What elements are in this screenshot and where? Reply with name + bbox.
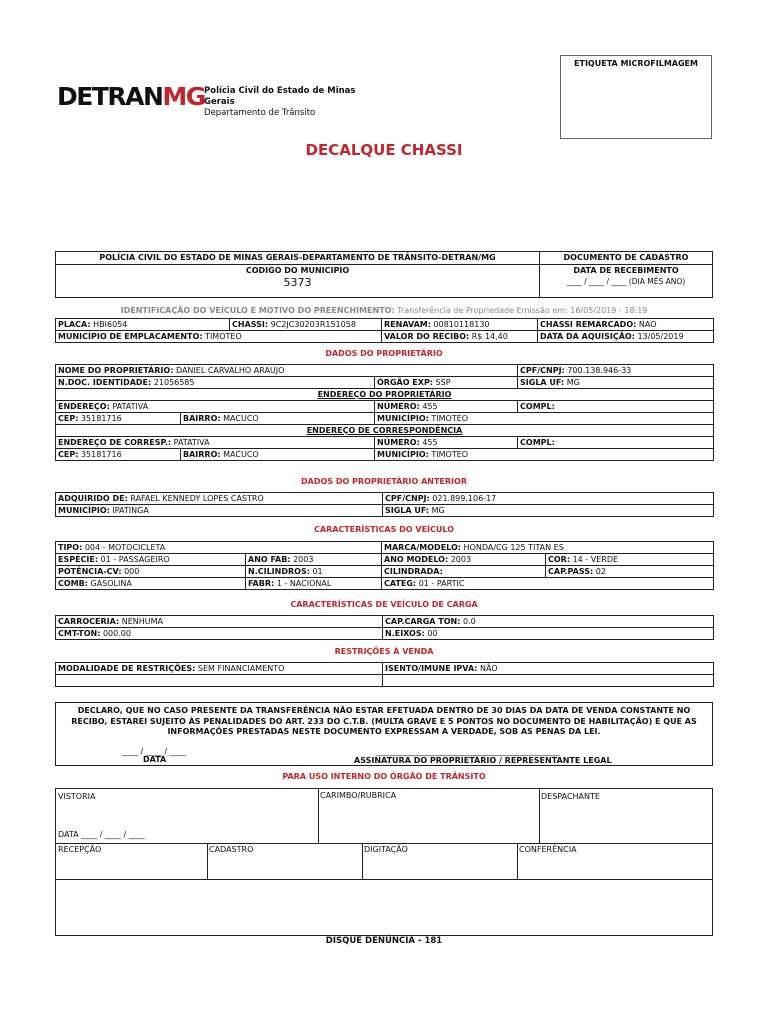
municipio-code-label: CODIGO DO MUNICIPIO [245, 266, 350, 275]
endereco-correspondencia-title: ENDEREÇO DE CORRESPONDÊNCIA [56, 425, 714, 437]
municipio-cell: MUNICÍPIO: TIMOTEO [375, 413, 714, 425]
marca-modelo-cell: MARCA/MODELO: HONDA/CG 125 TITAN ES [382, 542, 714, 554]
restrictions-table [55, 662, 714, 687]
vistoria-label: VISTORIA [58, 792, 96, 801]
vistoria-date-blank: DATA ____ / ____ / ____ [58, 830, 145, 839]
conferencia-label: CONFERÊNCIA [519, 845, 577, 854]
municipio-emplacamento-cell: MUNICÍPIO DE EMPLACAMENTO: TIMOTEO [56, 331, 382, 343]
data-recebimento-label: DATA DE RECEBIMENTO [573, 266, 679, 275]
cap-pass-cell: CAP.PASS: 02 [546, 566, 714, 578]
data-aquisicao-cell: DATA DA AQUISIÇÃO: 13/05/2019 [538, 331, 714, 343]
cadastro-label: CADASTRO [209, 845, 254, 854]
corr-bairro-cell: BAIRRO: MACUCO [181, 449, 375, 461]
previous-owner-table [55, 492, 714, 517]
fabr-cell: FABR: 1 - NACIONAL [246, 578, 382, 590]
chassi-cell: CHASSI: 9C2JC30203R151058 [230, 319, 382, 331]
anterior-cpf-cell: CPF/CNPJ: 021.899.106-17 [383, 493, 714, 505]
identificacao-line: IDENTIFICAÇÃO DO VEÍCULO E MOTIVO DO PREENCHIMENTO: Transferência de Propriedade Emissão em: 16/05/2019 - 18:19 [120, 306, 648, 315]
digitacao-label: DIGITAÇÃO [364, 845, 408, 854]
neixos-cell: N.EIXOS: 00 [383, 628, 714, 640]
placa-cell: PLACA: HBI6054 [56, 319, 230, 331]
nome-cell: NOME DO PROPRIETÁRIO: DANIEL CARVALHO ARAUJO [56, 365, 518, 377]
carroceria-cell: CARROCERIA: NENHUMA [56, 616, 383, 628]
declaration-text: DECLARO, QUE NO CASO PRESENTE DA TRANSFERÊNCIA NÃO ESTAR EFETUADA DENTRO DE 30 DIAS DA DATA DE VENDA CONSTANTE NO RECIBO, ESTAREI SUJEITO ÀS PENALIDADES DO ART. 233 DO C.T.B. (MULTA GRAVE E 5 PONTOS NO DOCUMENTO DE HABILITAÇÃO) E QUE AS INFORMAÇÕES PRESTADAS NESTE DOCUMENTO EXPRESSAM A VERDADE, SOB AS PENAS DA LEI. [71, 706, 697, 736]
logo-line-2: Departamento de Trânsito [204, 108, 316, 118]
municipio-code: 5373 [283, 276, 312, 289]
characteristics-table [55, 541, 714, 590]
section-caracteristicas: CARACTERÍSTICAS DO VEÍCULO [314, 525, 454, 534]
detran-logo [57, 82, 377, 118]
cap-carga-cell: CAP.CARGA TON: 0.0 [383, 616, 714, 628]
declaration-date-blank: ____ / ____ / ____ [122, 747, 186, 756]
section-uso-interno: PARA USO INTERNO DO ÓRGÃO DE TRÂNSITO [282, 772, 486, 781]
corr-municipio-cell: MUNICÍPIO: TIMOTEO [375, 449, 714, 461]
detran-wordmark: DETRANMG [57, 82, 205, 111]
valor-recibo-cell: VALOR DO RECIBO: R$ 14,40 [382, 331, 538, 343]
section-proprietario: DADOS DO PROPRIETÁRIO [325, 349, 443, 358]
carimbo-label: CARIMBO/RUBRICA [320, 791, 397, 800]
despachante-label: DESPACHANTE [541, 792, 600, 801]
signature-label: ASSINATURA DO PROPRIETÁRIO / REPRESENTANTE LEGAL [354, 756, 612, 765]
orgao-cell: ÓRGÃO EXP: SSP [375, 377, 518, 389]
vehicle-id-table [55, 318, 714, 343]
section-restricoes: RESTRIÇÕES À VENDA [334, 647, 434, 656]
internal-use-box [55, 788, 713, 936]
renavam-cell: RENAVAM: 00810118130 [382, 319, 538, 331]
especie-cell: ESPÉCIE: 01 - PASSAGEIRO [56, 554, 246, 566]
adquirido-cell: ADQUIRIDO DE: RAFAEL KENNEDY LOPES CASTRO [56, 493, 383, 505]
corr-endereco-cell: ENDEREÇO DE CORRESP.: PATATIVA [56, 437, 375, 449]
cpf-cell: CPF/CNPJ: 700.138.946-33 [518, 365, 714, 377]
etiqueta-label: ETIQUETA MICROFILMAGEM [574, 59, 698, 68]
doc-type: DOCUMENTO DE CADASTRO [563, 253, 689, 262]
isento-cell: ISENTO/IMUNE IPVA: NÃO [383, 663, 714, 675]
cmt-cell: CMT-TON: 000.00 [56, 628, 383, 640]
declaration-box [55, 702, 713, 766]
corr-numero-cell: NÚMERO: 455 [375, 437, 518, 449]
ano-modelo-cell: ANO MODELO: 2003 [382, 554, 546, 566]
uf-cell: SIGLA UF: MG [518, 377, 714, 389]
categ-cell: CATEG: 01 - PARTIC [382, 578, 714, 590]
ano-fab-cell: ANO FAB: 2003 [246, 554, 382, 566]
cor-cell: COR: 14 - VERDE [546, 554, 714, 566]
corr-cep-cell: CEP: 35181716 [56, 449, 181, 461]
cilindrada-cell: CILINDRADA: [382, 566, 546, 578]
restricao-empty-2 [383, 675, 714, 687]
corr-compl-cell: COMPL: [518, 437, 714, 449]
chassi-remarcado-cell: CHASSI REMARCADO: NAO [538, 319, 714, 331]
top-header-block [55, 251, 713, 298]
bairro-cell: BAIRRO: MACUCO [181, 413, 375, 425]
anterior-uf-cell: SIGLA UF: MG [383, 505, 714, 517]
recepcao-label: RECEPÇÃO [58, 845, 102, 854]
logo-line-1: Polícia Civil do Estado de Minas Gerais [204, 86, 356, 107]
cargo-table [55, 615, 714, 640]
owner-table [55, 364, 714, 461]
document-title: DECALQUE CHASSI [305, 141, 463, 159]
anterior-municipio-cell: MUNICÍPIO: IPATINGA [56, 505, 383, 517]
signature-line: ______________________________________________ [376, 747, 560, 756]
modalidade-cell: MODALIDADE DE RESTRIÇÕES: SEM FINANCIAMENTO [56, 663, 383, 675]
section-carga: CARACTERÍSTICAS DE VEÍCULO DE CARGA [290, 600, 478, 609]
ndoc-cell: N.DOC. IDENTIDADE: 21056585 [56, 377, 375, 389]
restricao-empty-1 [56, 675, 383, 687]
numero-cell: NÚMERO: 455 [375, 401, 518, 413]
org-name: POLÍCIA CIVIL DO ESTADO DE MINAS GERAIS-DEPARTAMENTO DE TRÂNSITO-DETRAN/MG [99, 253, 496, 262]
declaration-date-label: DATA [143, 755, 167, 764]
potencia-cell: POTÊNCIA-CV: 000 [56, 566, 246, 578]
tipo-cell: TIPO: 004 - MOTOCICLETA [56, 542, 382, 554]
section-proprietario-anterior: DADOS DO PROPRIETÁRIO ANTERIOR [301, 477, 467, 486]
comb-cell: COMB: GASOLINA [56, 578, 246, 590]
data-recebimento-value: ____ / ____ / ____ (DIA MÊS ANO) [566, 277, 686, 286]
endereco-cell: ENDEREÇO: PATATIVA [56, 401, 375, 413]
ncilindros-cell: N.CILINDROS: 01 [246, 566, 382, 578]
endereco-proprietario-title: ENDEREÇO DO PROPRIETÁRIO [56, 389, 714, 401]
etiqueta-microfilmagem-box [560, 55, 712, 139]
compl-cell: COMPL: [518, 401, 714, 413]
disque-denuncia: DISQUE DENÚNCIA - 181 [325, 936, 443, 946]
cep-cell: CEP: 35181716 [56, 413, 181, 425]
